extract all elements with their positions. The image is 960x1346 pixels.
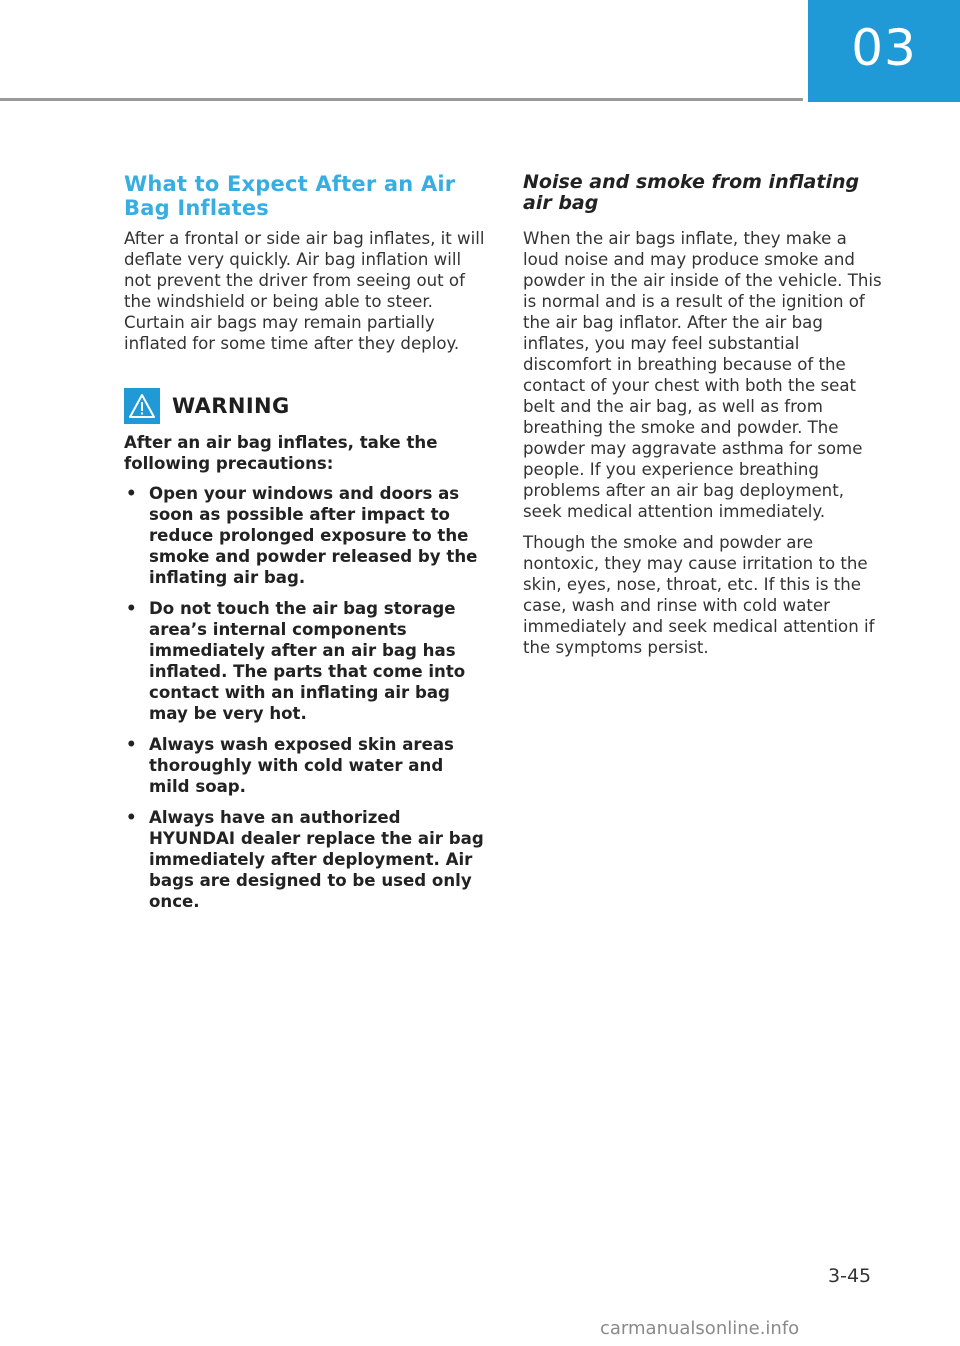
chapter-number: 03 <box>851 19 917 77</box>
subsection-title: Noise and smoke from inflating air bag <box>523 171 860 214</box>
body-paragraph: When the air bags inflate, they make a loud noise and may produce smoke and powder in the air inside of the vehicle. This is normal and is a result of the ignition of the air bag inflator. After the air bag inflates, you may feel substantial discomfort in breathing because of the contact of your chest with both the seat belt and the air bag, as well as from breathing the smoke and powder. The powder may aggravate asthma for some people. If you experience breathing problems after an air bag deployment, seek medical attention immediately. <box>523 229 882 521</box>
left-column <box>124 172 486 922</box>
list-item-text: Open your windows and doors as soon as possible after impact to reduce prolonged exposure to the smoke and powder released by the inflating air bag. <box>149 484 478 587</box>
intro-paragraph: After a frontal or side air bag inflates, it will deflate very quickly. Air bag inflation will not prevent the driver from seeing out of the windshield or being able to steer. Curtain air bags may remain partially inflated for some time after they deploy. <box>124 229 485 353</box>
list-item-text: Always have an authorized HYUNDAI dealer replace the air bag immediately after deployment. Air bags are designed to be used only once. <box>149 808 484 911</box>
watermark: carmanualsonline.info <box>600 1318 800 1339</box>
warning-block <box>124 388 486 912</box>
warning-header <box>124 388 486 424</box>
header-rule <box>0 98 803 101</box>
warning-label: WARNING <box>172 394 290 418</box>
warning-intro: After an air bag inflates, take the following precautions: <box>124 433 438 473</box>
list-item-text: Do not touch the air bag storage area’s internal components immediately after an air bag has inflated. The parts that come into contact with an inflating air bag may be very hot. <box>149 599 466 723</box>
list-item <box>124 483 486 588</box>
bullet-icon: • <box>126 484 137 503</box>
body-paragraph: Though the smoke and powder are nontoxic, they may cause irritation to the skin, eyes, nose, throat, etc. If this is the case, wash and rinse with cold water immediately and seek medical attention if the symptoms persist. <box>523 533 875 657</box>
right-column <box>523 172 885 668</box>
bullet-icon: • <box>126 735 137 754</box>
chapter-tab <box>808 0 960 102</box>
list-item <box>124 598 486 724</box>
warning-triangle-icon <box>124 388 160 424</box>
list-item <box>124 807 486 912</box>
list-item-text: Always wash exposed skin areas thoroughly with cold water and mild soap. <box>149 735 454 796</box>
section-title: What to Expect After an Air Bag Inflates <box>124 172 456 220</box>
bullet-icon: • <box>126 599 137 618</box>
page-number: 3-45 <box>828 1265 872 1287</box>
precautions-list <box>124 483 486 912</box>
bullet-icon: • <box>126 808 137 827</box>
list-item <box>124 734 486 797</box>
